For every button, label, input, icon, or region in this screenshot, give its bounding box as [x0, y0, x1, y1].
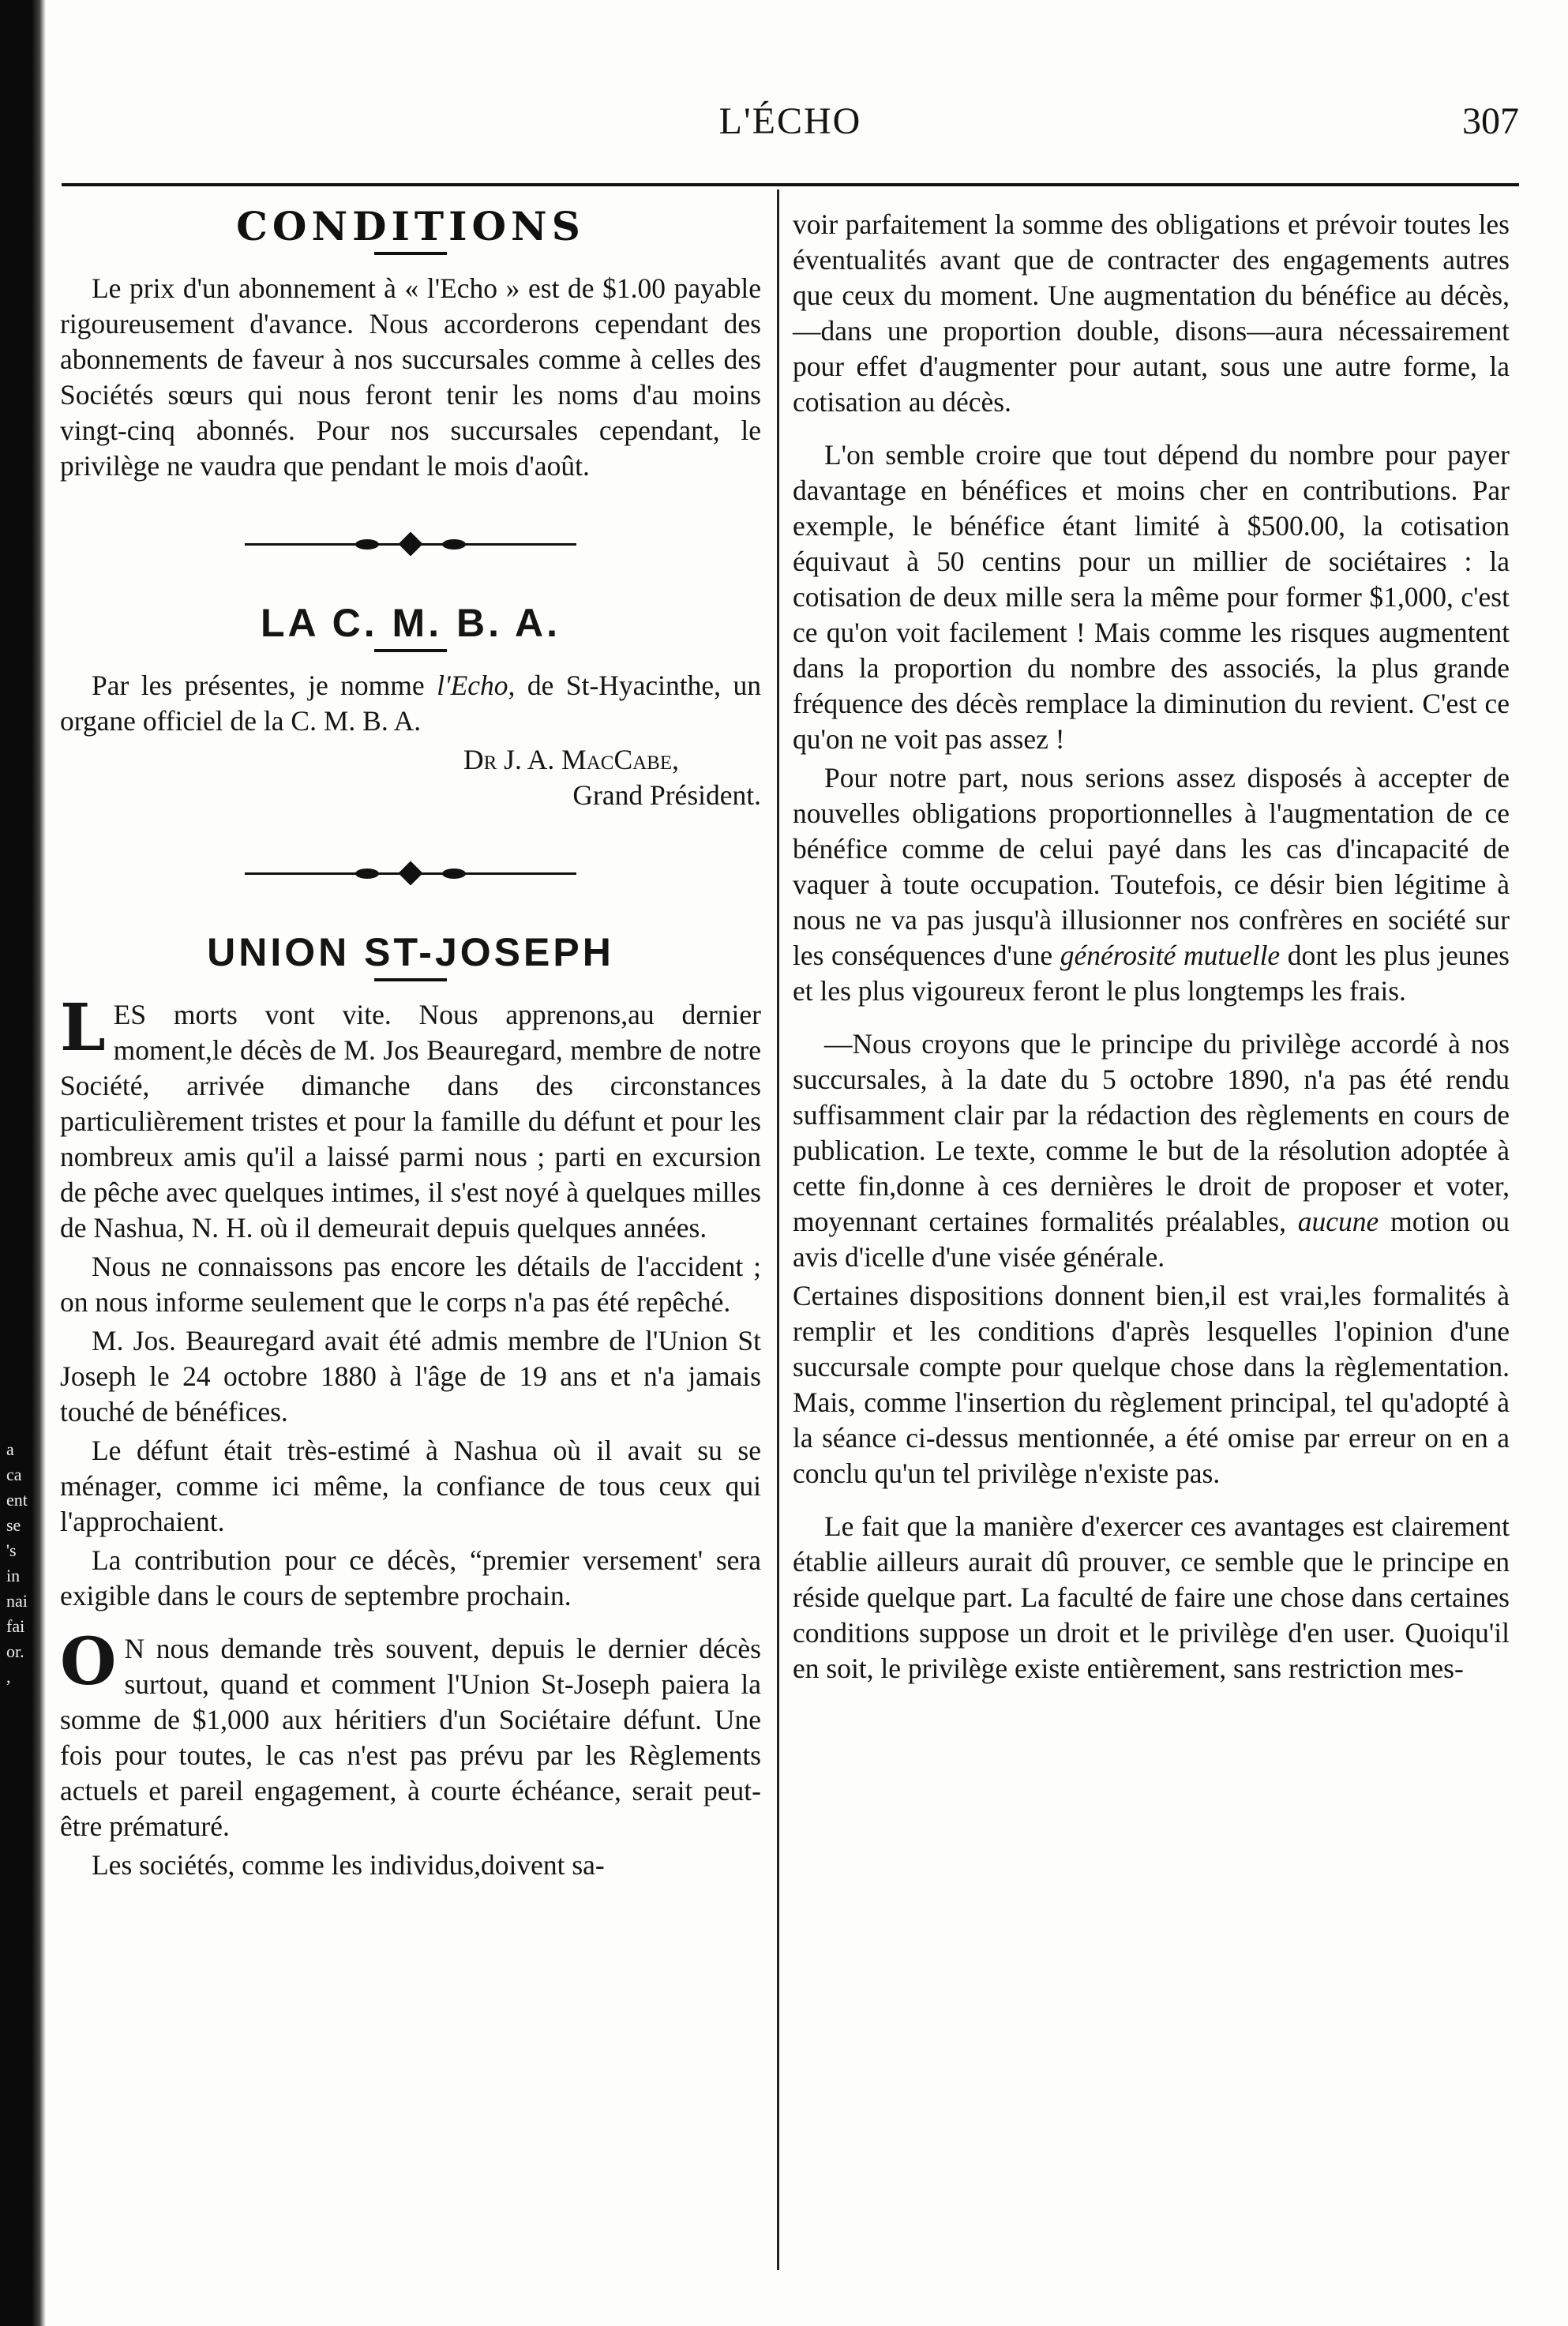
union-paragraph: LES morts vont vite. Nous apprenons,au dernier moment,le décès de M. Jos Beauregard, membre de notre Société, arrivée dimanche dans des circonstances particulièrement tristes et pour la famille du défunt et pour les nombreux amis qu'il a laissé parmi nous ; parti en excursion de pêche avec quelques intimes, il s'est noyé à quelques milles de Nashua, N. H. où il demeurait depuis quelques années. — [60, 990, 761, 1244]
article-paragraph: voir parfaitement la somme des obligations et prévoir toutes les éventualités avant que de contracter des engagements autres que ceux du moment. Une augmentation du bénéfice au décès,—dans une proportion double, disons—aura nécessairement pour effet d'augmenter pour autant, sous une autre forme, la cotisation au décès. — [793, 208, 1510, 418]
article-paragraph: Certaines dispositions donnent bien,il est vrai,les formalités à remplir et les conditions d'après lesquelles l'opinion d'une succursale compte pour quelque chose dans la règlementation. Mais, comme l'insertion du règlement principal, tel qu'adopté à la séance ci-dessus mentionnée, a été omise par erreur on en a conclu qu'un tel privilège n'existe pas. — [793, 1280, 1510, 1489]
edge-fragment: ca — [6, 1465, 22, 1484]
edge-fragment: in — [6, 1566, 21, 1585]
cmba-signature — [60, 742, 761, 813]
article-paragraph: Pour notre part, nous serions assez disposés à accepter de nouvelles obligations proportionnelles à l'augmentation de ce bénéfice comme de celui payé dans les cas d'incapacité de vaquer à toute occupation. Toutefois, ce désir bien légitime à nous ne va pas jusqu'à illusionner nos confrères en société sur les conséquences d'une générosité mutuelle dont les plus jeunes et les plus vigoureux feront le plus longtemps les frais. — [793, 762, 1510, 1007]
heading-rule — [374, 978, 447, 981]
page-header — [62, 96, 1519, 152]
union-paragraph: O N nous demande très souvent, depuis le dernier décès surtout, quand et comment l'Union St-Joseph paiera la somme de $1,000 aux héritiers d'un Sociétaire défunt. Une fois pour toutes, le cas n'est pas prévu par les Règlements actuels et pareil engagement, à courte échéance, serait peut-être prématuré. — [60, 1624, 761, 1842]
signer-name: Dr J. A. MacCabe, — [463, 744, 679, 775]
edge-fragment: ent — [6, 1490, 28, 1510]
left-column — [60, 204, 761, 1883]
page-binding-shadow — [0, 0, 46, 2326]
section-ornament — [245, 861, 576, 887]
conditions-paragraph: Le prix d'un abonnement à « l'Echo » est de $1.00 payable rigoureusement d'avance. Nous accorderons cependant des abonnements de faveur à nos succursales comme à celles des Sociétés sœurs qui nous feront tenir les noms d'au moins vingt-cinq abonnés. Pour nos succursales cependant, le privilège ne vaudra que pendant le mois d'août. — [60, 272, 761, 482]
column-divider — [777, 189, 779, 2270]
article-paragraph: L'on semble croire que tout dépend du nombre pour payer davantage en bénéfices et moins cher en contributions. Par exemple, le bénéfice étant limité à $500.00, la cotisation équivaut à 50 centins pour un millier de sociétaires : la cotisation de deux mille sera la même pour former $1,000, c'est ce qu'on voit facilement ! Mais comme les risques augmentent dans la proportion du nombre des associés, la plus grande fréquence des décès remplace la diminution du revient. C'est ce qu'on ne voit pas assez ! — [793, 439, 1510, 755]
union-paragraph: M. Jos. Beauregard avait été admis membre de l'Union St Joseph le 24 octobre 1880 à l'âge de 19 ans et n'a jamais touché de bénéfices. — [60, 1325, 761, 1427]
union-paragraph: Nous ne connaissons pas encore les détails de l'accident ; on nous informe seulement que le corps n'a pas été repêché. — [60, 1251, 761, 1318]
union-paragraph: Le défunt était très-estimé à Nashua où il avait su se ménager, comme ici même, la confiance de tous ceux qui l'approchaient. — [60, 1435, 761, 1537]
edge-fragment: or. — [6, 1641, 24, 1661]
drop-cap: O — [60, 1624, 117, 1700]
cmba-appointment: Par les présentes, je nomme l'Echo, de St-Hyacinthe, un organe officiel de la C. M. B. A. — [60, 670, 761, 737]
section-ornament — [245, 531, 576, 558]
running-title: L'ÉCHO — [718, 100, 862, 142]
adjacent-page-fragments — [6, 1437, 38, 1690]
union-paragraph: La contribution pour ce décès, “premier versement' sera exigible dans le cours de septembre prochain. — [60, 1544, 761, 1611]
edge-fragment: a — [6, 1439, 14, 1459]
edge-fragment: , — [6, 1667, 11, 1686]
edge-fragment: fai — [6, 1616, 25, 1636]
edge-fragment: nai — [6, 1591, 28, 1611]
union-paragraph: Les sociétés, comme les individus,doivent sa- — [92, 1849, 605, 1881]
conditions-heading: CONDITIONS — [236, 203, 585, 249]
drop-cap: L — [60, 990, 106, 1066]
article-paragraph: —Nous croyons que le principe du privilège accordé à nos succursales, à la date du 5 octobre 1890, n'a pas été rendu suffisamment clair par la rédaction des règlements en cours de publication. Le texte, comme le but de la résolution adoptée à cette fin,donne à ces dernières le droit de proposer et voter, moyennant certaines formalités préalables, aucune motion ou avis d'icelle d'une visée générale. — [793, 1028, 1510, 1273]
header-rule — [62, 183, 1519, 186]
cmba-heading: LA C. M. B. A. — [260, 601, 561, 645]
union-heading: UNION ST-JOSEPH — [207, 930, 614, 974]
edge-fragment: se — [6, 1515, 21, 1535]
edge-fragment: 's — [6, 1540, 17, 1560]
heading-rule — [374, 649, 447, 652]
heading-rule — [374, 252, 447, 255]
signer-title: Grand Président. — [572, 779, 761, 811]
right-column — [793, 207, 1510, 1686]
page-number: 307 — [1462, 100, 1519, 142]
article-paragraph: Le fait que la manière d'exercer ces avantages est clairement établie ailleurs aurait dû prouver, ce semble que le principe en réside quelque part. La faculté de faire une chose dans certaines conditions suppose un droit et le privilège d'en user. Quoiqu'il en soit, le privilège existe entièrement, sans restriction mes- — [793, 1510, 1510, 1684]
